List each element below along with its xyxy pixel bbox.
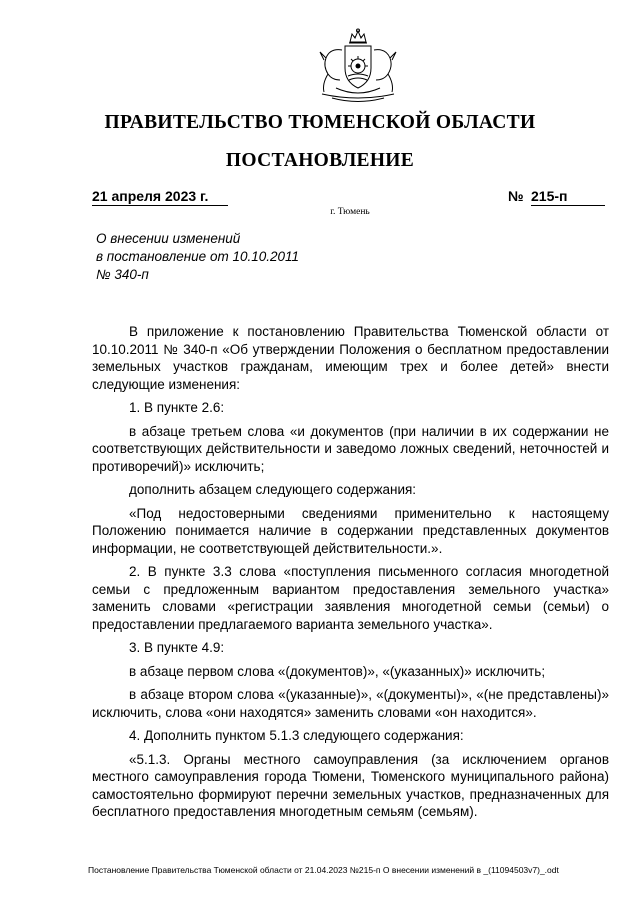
subject-line: в постановление от 10.10.2011	[96, 249, 300, 264]
subject-line: О внесении изменений	[96, 231, 241, 246]
body-paragraph: 4. Дополнить пунктом 5.1.3 следующего содержания:	[129, 728, 464, 743]
body-paragraph: «5.1.3. Органы местного самоуправления (за исключением органов местного самоуправления города Тюмени, Тюменского муниципального района) самостоятельно формируют перечни земельных участков, предназначенных для бесплатного предоставления многодетным семьям (семьям).	[92, 751, 609, 819]
footer-file-info: Постановление Правительства Тюменской области от 21.04.2023 №215-п О внесении изменений в _(11094503v7)_.odt	[88, 865, 559, 875]
body-paragraph: в абзаце втором слова «(указанные)», «(документы)», «(не представлены)» исключить, слова «они находятся» заменить словами «он находится».	[92, 687, 609, 720]
document-type: ПОСТАНОВЛЕНИЕ	[225, 150, 415, 171]
coat-of-arms-icon	[312, 28, 404, 106]
document-body	[92, 323, 609, 827]
body-paragraph: 2. В пункте 3.3 слова «поступления письменного согласия многодетной семьи с предложенным вариантом предоставления земельного участка» заменить словами «регистрации заявления многодетной семьи (семьи) о предоставлении предлагаемого варианта земельного участка».	[92, 564, 609, 632]
body-paragraph: 1. В пункте 2.6:	[129, 400, 225, 415]
body-paragraph: в абзаце первом слова «(документов)», «(указанных)» исключить;	[129, 663, 546, 679]
body-paragraph: 3. В пункте 4.9:	[129, 640, 225, 655]
document-number-label: №	[508, 188, 524, 204]
city-label: г. Тюмень	[330, 207, 370, 217]
body-paragraph: дополнить абзацем следующего содержания:	[129, 482, 417, 497]
document-subject	[96, 230, 356, 284]
body-paragraph: В приложение к постановлению Правительства Тюменской области от 10.10.2011 № 340-п «Об утверждении Положения о бесплатном предоставлении земельных участков гражданам, имеющим трех и более детей» внести следующие изменения:	[92, 324, 609, 392]
government-title: ПРАВИТЕЛЬСТВО ТЮМЕНСКОЙ ОБЛАСТИ	[104, 112, 536, 133]
document-number: 215-п	[531, 188, 605, 206]
body-paragraph: в абзаце третьем слова «и документов (при наличии в их содержании не соответствующих действительности и заведомо ложных сведений, неточностей и противоречий)» исключить;	[92, 423, 609, 474]
subject-line: № 340-п	[96, 267, 149, 282]
body-paragraph: «Под недостоверными сведениями применительно к настоящему Положению понимается наличие в содержании представленных документов информации, не соответствующей действительности.».	[92, 505, 609, 556]
document-date: 21 апреля 2023 г.	[92, 188, 228, 206]
